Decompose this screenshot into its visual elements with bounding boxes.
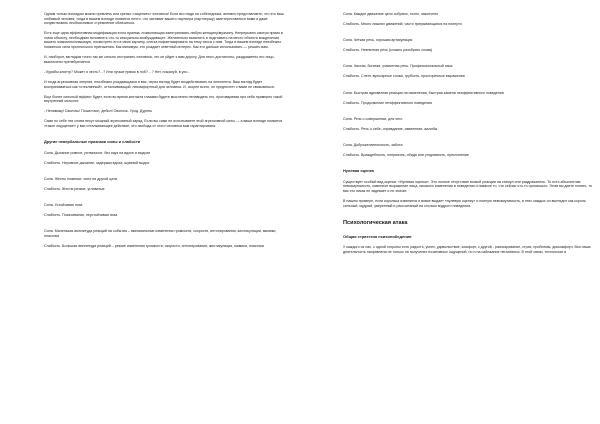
paragraph: - Ненавижу! Сволочь! Пошел вон, дебил! Сволочь. Урод. Дурень [44, 109, 153, 114]
paragraph: Сила. Устойчивая поза [44, 203, 83, 208]
paragraph: Слабость. Жесты резкие, угловатые [44, 186, 105, 191]
paragraph: Сила. Четкая речь, хорошая артикуляция [343, 38, 413, 43]
paragraph: Сила. Речь о совершении, для чего [343, 116, 403, 121]
paragraph: Сила. Жесты плавные, ясно ни другой цели [44, 176, 118, 181]
right-column [343, 12, 593, 260]
paragraph: И, наоборот, взглядом точно так же сильно отстранить человека, что он уйдет к вам дорогу. Для этого достаточно, раздраженно его лицо, выключено пренебрегается [44, 55, 275, 64]
paragraph: Сами по себе эти слова несут мощный агрессивный заряд. Если вы сами не испытываете этой агрессивной силы — а ваши взгляде появится «такое ощущение» у вас отталкивающее действие, что свобода от этого человека вам гарантирована. [44, 119, 283, 128]
paragraph: Слабость. Покачивания, неустойчивая поза [44, 213, 118, 218]
paragraph: Сила. Чистая, богатая, грамотная речь. Профессиональный язык [343, 64, 453, 69]
paragraph: Слабость. Неровное дыхание, задержки вдоха, шумный выдох [44, 160, 150, 165]
paragraph: Слабость. Враждебность, неприязнь, обида или угодливость, преклонение [343, 153, 469, 158]
paragraph: Одним только взглядом можно привлечь или крепко «зацепить» человека! Если вы глядя на собеседника, активно представляете, что это ваш любимый человек, тогда в вашем взгляде появится нечто, что заставит вашего партнера (партнершу) заинтересоваться вами и даже почувствовать необъяснимое стремление сблизиться. [44, 12, 284, 26]
paragraph: Слабость. Большая амплитуда реакций – резкие изменения громкости, скорости, интонирования, жестикуляции, мимики, пластики [44, 243, 264, 248]
paragraph: Слабость. Невнятная речь (сложно разобрать слова) [343, 48, 433, 53]
paragraph: Существует особый вид оценки: «Нулевая оценка». Это полное отсутствие всякой реакции на стимул или раздражитель. То есть абсолютная невозмутимость, каменное выражение лица, никакого изменения в поведении и никакое то, что сейчас что-то произошло. Этим вы даете понять, то вас это никак не задевает и не значит. [343, 179, 593, 193]
paragraph: Слабость. Речь о себе, оправдание, извинения, жалобы [343, 126, 438, 131]
paragraph: - Курабы клинтр? Может я честь?...? Или лучше прямо в лоб?... ? Нет, пожалуй, в ухо... [44, 69, 191, 74]
subheading: Нулевая оценка [343, 168, 374, 174]
paragraph: Сила. Каждое движение цело собрано, точно, закончено [343, 12, 439, 16]
paragraph: Сила. Маленькая амплитуда реакций на события – минимальные изменения громкости, скорости, интонирования, жестикуляции, мимики, пластики [44, 229, 277, 238]
paragraph: Слабость. Много лишних движений, часто прерывающихся на полпути [343, 22, 462, 27]
paragraph: В нашем примере, если королька извинится и вовсе выдает «нулевую оценку» и полную невозмутимость, в этих каждых он выглядит как король сильный, мудрый, уверенный и рассчитаный на столько мудрого поведения. [343, 199, 586, 208]
section-heading: Психологическая атака [343, 219, 408, 226]
paragraph: И тогда агрессивная энергия, неизбежно рождающаяся в вас, через взгляд будет воздействовать на оппонента. Ваш взгляд будет восприниматься как «стеклянный», отталкивающий, некомфортный для человека. И, скорее всего, он предпочтет с вами не связываться. [44, 79, 275, 89]
paragraph: Сила. Доброжелательность, забота [343, 142, 403, 147]
left-column [44, 12, 290, 254]
paragraph: Слабость. Сленг, вульгарные слова, грубость, просторечные выражения [343, 74, 465, 79]
paragraph: Есть еще одна эффективная модификация этого приема, позволяющая заинтриговать любую женщину/мужчину. Непрерывно смотри прямо в глаза объекту, необходимо вспомнить что-то сексуально-возбуждающее. Желательно выяснить и подставить на место объекта вожделения вашего знакомого/знакомую, посмотреть его в свою картину, слегка пофантазировать на тему секса с ним. Тогда в вашем взгляде неизбежно появиться сила эротического притяжения. Как минимум, это рождает ответный интерес. Как это дальше использовать — решать вам. [44, 31, 283, 50]
paragraph: Сила. Дыхание ровное, ритмичное, без пауз на вдохе и выдохе [44, 150, 151, 155]
subheading: Другие невербальные признаки силы и слабости [44, 139, 141, 145]
paragraph: Сила. Быстрая адекватная реакция на изменения, быстрая замена неэффективного поведения [343, 90, 504, 95]
paragraph: Слабость. Продолжение неэффективного поведения [343, 100, 432, 105]
paragraph: Еще более сильный эффект будет, если во время контакта глазами будете мысленно ненавидеть его, проговаривая про себя примерно такой внутренний монолог: [44, 94, 283, 104]
paragraph: У каждого из нас, с одной стороны есть радость, успех, удовольствие, комфорт, с другой - разочарование, страх, проблемы, дискомфорт. Вся наша деятельность направлена не только на получение позитивных ощущений, но и на избежание негативных. В этой связи, технологии в [343, 245, 591, 254]
subsection-heading: Общая стратегия психопобедения [343, 233, 412, 239]
